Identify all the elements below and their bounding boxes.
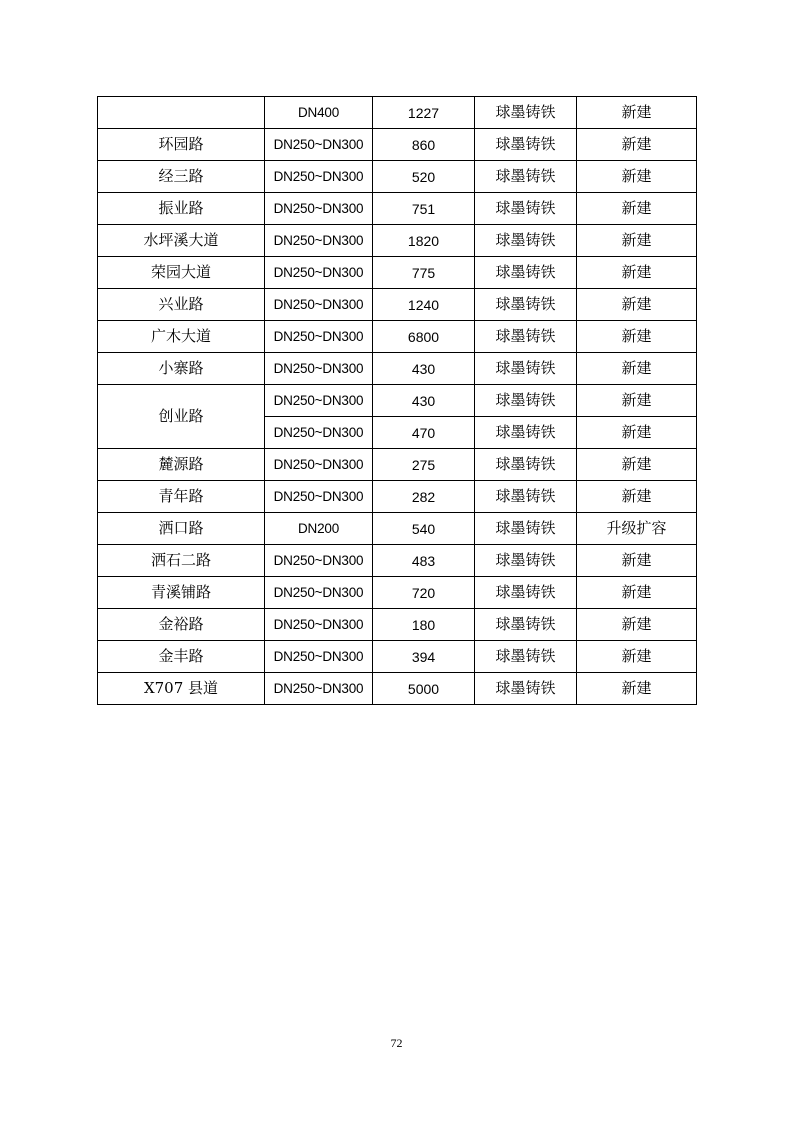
pipe-spec-cell: DN200	[265, 513, 373, 545]
page-number: 72	[390, 1036, 403, 1050]
pipe-network-table	[97, 96, 697, 705]
table-row	[98, 513, 697, 545]
road-name-cell: 金裕路	[98, 609, 265, 641]
pipe-length-cell: 430	[373, 385, 475, 417]
road-name-cell: 小寨路	[98, 353, 265, 385]
construction-type-cell: 新建	[577, 353, 697, 385]
table-row	[98, 641, 697, 673]
table-row	[98, 385, 697, 417]
road-name-cell: 洒口路	[98, 513, 265, 545]
pipe-material-cell: 球墨铸铁	[475, 161, 577, 193]
pipe-length-cell: 775	[373, 257, 475, 289]
pipe-spec-cell: DN250~DN300	[265, 577, 373, 609]
table-row	[98, 97, 697, 129]
pipe-spec-cell: DN250~DN300	[265, 673, 373, 705]
pipe-material-cell: 球墨铸铁	[475, 673, 577, 705]
pipe-spec-cell: DN250~DN300	[265, 257, 373, 289]
road-name-cell: 振业路	[98, 193, 265, 225]
construction-type-cell: 新建	[577, 161, 697, 193]
construction-type-cell: 新建	[577, 609, 697, 641]
pipe-spec-cell: DN250~DN300	[265, 225, 373, 257]
table-row	[98, 321, 697, 353]
pipe-material-cell: 球墨铸铁	[475, 193, 577, 225]
pipe-spec-cell: DN400	[265, 97, 373, 129]
pipe-length-cell: 1227	[373, 97, 475, 129]
pipe-spec-cell: DN250~DN300	[265, 545, 373, 577]
pipe-length-cell: 470	[373, 417, 475, 449]
pipe-length-cell: 394	[373, 641, 475, 673]
table-row	[98, 193, 697, 225]
pipe-material-cell: 球墨铸铁	[475, 225, 577, 257]
construction-type-cell: 新建	[577, 577, 697, 609]
pipe-material-cell: 球墨铸铁	[475, 321, 577, 353]
table-row	[98, 449, 697, 481]
construction-type-cell: 升级扩容	[577, 513, 697, 545]
pipe-spec-cell: DN250~DN300	[265, 641, 373, 673]
pipe-material-cell: 球墨铸铁	[475, 257, 577, 289]
pipe-material-cell: 球墨铸铁	[475, 513, 577, 545]
road-name-cell: X707 县道	[98, 673, 265, 705]
pipe-spec-cell: DN250~DN300	[265, 161, 373, 193]
construction-type-cell: 新建	[577, 641, 697, 673]
pipe-material-cell: 球墨铸铁	[475, 577, 577, 609]
pipe-material-cell: 球墨铸铁	[475, 129, 577, 161]
construction-type-cell: 新建	[577, 225, 697, 257]
pipe-length-cell: 751	[373, 193, 475, 225]
pipe-length-cell: 282	[373, 481, 475, 513]
pipe-spec-cell: DN250~DN300	[265, 449, 373, 481]
pipe-length-cell: 520	[373, 161, 475, 193]
pipe-spec-cell: DN250~DN300	[265, 481, 373, 513]
road-name-cell: 青年路	[98, 481, 265, 513]
construction-type-cell: 新建	[577, 97, 697, 129]
table-row	[98, 257, 697, 289]
road-name-cell: 水坪溪大道	[98, 225, 265, 257]
pipe-material-cell: 球墨铸铁	[475, 289, 577, 321]
road-name-cell: 经三路	[98, 161, 265, 193]
road-name-cell: 兴业路	[98, 289, 265, 321]
pipe-material-cell: 球墨铸铁	[475, 609, 577, 641]
table-row	[98, 673, 697, 705]
pipe-spec-cell: DN250~DN300	[265, 609, 373, 641]
pipe-material-cell: 球墨铸铁	[475, 97, 577, 129]
construction-type-cell: 新建	[577, 545, 697, 577]
pipe-material-cell: 球墨铸铁	[475, 545, 577, 577]
table-row	[98, 289, 697, 321]
road-name-cell: 创业路	[98, 385, 265, 449]
pipe-spec-cell: DN250~DN300	[265, 385, 373, 417]
road-name-cell: 洒石二路	[98, 545, 265, 577]
road-name-cell	[98, 97, 265, 129]
pipe-material-cell: 球墨铸铁	[475, 385, 577, 417]
table-row	[98, 161, 697, 193]
pipe-material-cell: 球墨铸铁	[475, 449, 577, 481]
table-row	[98, 225, 697, 257]
construction-type-cell: 新建	[577, 417, 697, 449]
pipe-length-cell: 720	[373, 577, 475, 609]
pipe-material-cell: 球墨铸铁	[475, 641, 577, 673]
pipe-length-cell: 1240	[373, 289, 475, 321]
road-name-cell: 金丰路	[98, 641, 265, 673]
pipe-length-cell: 430	[373, 353, 475, 385]
road-name-cell: 环园路	[98, 129, 265, 161]
pipe-length-cell: 5000	[373, 673, 475, 705]
pipe-spec-cell: DN250~DN300	[265, 193, 373, 225]
construction-type-cell: 新建	[577, 257, 697, 289]
pipe-spec-cell: DN250~DN300	[265, 353, 373, 385]
construction-type-cell: 新建	[577, 289, 697, 321]
construction-type-cell: 新建	[577, 481, 697, 513]
pipe-length-cell: 483	[373, 545, 475, 577]
road-name-cell: 荣园大道	[98, 257, 265, 289]
pipe-length-cell: 540	[373, 513, 475, 545]
construction-type-cell: 新建	[577, 129, 697, 161]
pipe-spec-cell: DN250~DN300	[265, 289, 373, 321]
pipe-material-cell: 球墨铸铁	[475, 417, 577, 449]
pipe-length-cell: 6800	[373, 321, 475, 353]
table-row	[98, 481, 697, 513]
pipe-length-cell: 275	[373, 449, 475, 481]
table-row	[98, 129, 697, 161]
pipe-spec-cell: DN250~DN300	[265, 129, 373, 161]
road-name-cell: 麓源路	[98, 449, 265, 481]
pipe-length-cell: 860	[373, 129, 475, 161]
table-row	[98, 353, 697, 385]
construction-type-cell: 新建	[577, 673, 697, 705]
table-row	[98, 609, 697, 641]
pipe-material-cell: 球墨铸铁	[475, 481, 577, 513]
construction-type-cell: 新建	[577, 193, 697, 225]
pipe-spec-cell: DN250~DN300	[265, 321, 373, 353]
construction-type-cell: 新建	[577, 385, 697, 417]
construction-type-cell: 新建	[577, 321, 697, 353]
road-name-cell: 青溪铺路	[98, 577, 265, 609]
pipe-material-cell: 球墨铸铁	[475, 353, 577, 385]
road-name-cell: 广木大道	[98, 321, 265, 353]
construction-type-cell: 新建	[577, 449, 697, 481]
pipe-spec-cell: DN250~DN300	[265, 417, 373, 449]
table-row	[98, 545, 697, 577]
pipe-length-cell: 180	[373, 609, 475, 641]
table-row	[98, 577, 697, 609]
pipe-length-cell: 1820	[373, 225, 475, 257]
